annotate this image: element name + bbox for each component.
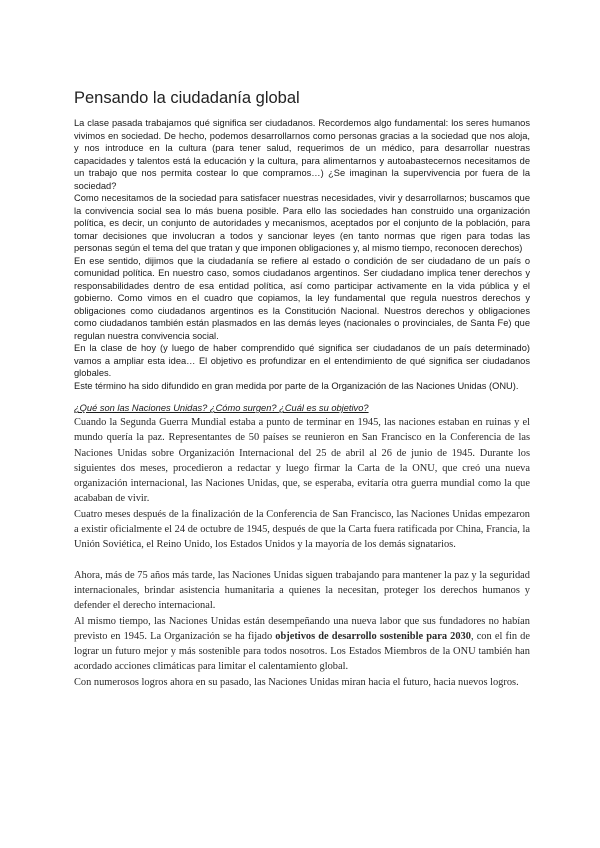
intro-paragraph-2: Como necesitamos de la sociedad para satisfacer nuestras necesidades, vivir y desarrollarnos; buscamos que la convivencia social sea lo más buena posible. Para ello las sociedades han construido una organización política, es decir, un conjunto de autoridades y mecanismos, aceptados por el conjunto de la población, para tomar decisiones que involucran a todos y sancionar leyes (en tanto normas que rigen para todas las personas según el tema del que tratan y que imponen obligaciones y, al mismo tiempo, reconocen derechos) [74,193,530,253]
onu-paragraph-3: Ahora, más de 75 años más tarde, las Naciones Unidas siguen trabajando para mantener la paz y la seguridad internacionales, brindar asistencia humanitaria a quienes la necesitan, proteger los derechos humanos y defender el derecho internacional. [74,569,530,612]
onu-paragraph-1: Cuando la Segunda Guerra Mundial estaba a punto de terminar en 1945, las naciones estaban en ruinas y el mundo quería la paz. Representantes de 50 países se reunieron en San Francisco en la Conferencia de las Naciones Unidas sobre Organización Internacional del 25 de abril al 26 de junio de 1945. Durante los siguientes dos meses, procedieron a redactar y luego firmar la Carta de la ONU, que creó una nueva organización internacional, las Naciones Unidas, que, se esperaba, evitaría otra guerra mundial como la que acababan de vivir. [74,417,530,505]
onu-paragraph-4-end: , con el fin de lograr un futuro mejor y más sostenible para todos nosotros. Los Estados Miembros de la ONU también han acordado acciones climáticas para limitar el calentamiento global. [74,630,530,673]
question-heading: ¿Qué son las Naciones Unidas? ¿Cómo surgen? ¿Cuál es su objetivo? [74,403,369,413]
sdg-highlight: objetivos de desarrollo sostenible para 2030 [275,630,471,642]
document-page [74,88,530,690]
intro-paragraph-3: En ese sentido, dijimos que la ciudadanía se refiere al estado o condición de ser ciudadano de un país o comunidad política. En nuestro caso, somos ciudadanos argentinos. Ser ciudadano implica tener derechos y responsabilidades dentro de esa entidad política, así como participar activamente en la vida pública y el gobierno. Como vimos en el cuadro que copiamos, la ley fundamental que regula nuestros derechos y obligaciones como ciudadanos argentinos es la Constitución Nacional. Nuestros derechos y obligaciones como ciudadanos también están plasmados en las demás leyes (nacionales o provinciales, de Santa Fe) que regulan nuestra convivencia social. [74,255,530,341]
intro-paragraph-1: La clase pasada trabajamos qué significa ser ciudadanos. Recordemos algo fundamental: los seres humanos vivimos en sociedad. De hecho, podemos desarrollarnos como personas gracias a la sociedad que nos aloja, y nos introduce en la cultura (para tener salud, requerimos de un médico, para desarrollar nuestras capacidades y talentos está la educación y la cultura, para alimentarnos y autoabastecernos necesitamos de un trabajo que nos permita costear lo que compramos…) ¿Se imaginan la supervivencia por fuera de la sociedad? [74,118,530,191]
onu-paragraph-2: Cuatro meses después de la finalización de la Conferencia de San Francisco, las Naciones Unidas empezaron a existir oficialmente el 24 de octubre de 1945, después de que la Carta fuera ratificada por China, Francia, la Unión Soviética, el Reino Unido, los Estados Unidos y la mayoría de los demás signatarios. [74,508,530,551]
onu-paragraph-4 [74,614,530,675]
onu-paragraph-4-start: Al mismo tiempo, las Naciones Unidas están desempeñando una nueva labor que sus fundadores no habían previsto en 1945. La Organización se ha fijado [74,615,530,642]
page-title: Pensando la ciudadanía global [74,89,300,107]
intro-paragraph-5: Este término ha sido difundido en gran medida por parte de la Organización de las Naciones Unidas (ONU). [74,380,519,391]
intro-paragraph-4: En la clase de hoy (y luego de haber comprendido qué significa ser ciudadanos de un país determinado) vamos a ampliar esta idea… El objetivo es profundizar en el entendimiento de qué significa ser ciudadanos globales. [74,343,530,378]
onu-section [74,415,530,690]
onu-paragraph-5: Con numerosos logros ahora en su pasado, las Naciones Unidas miran hacia el futuro, hacia nuevos logros. [74,676,519,688]
intro-section [74,117,530,392]
